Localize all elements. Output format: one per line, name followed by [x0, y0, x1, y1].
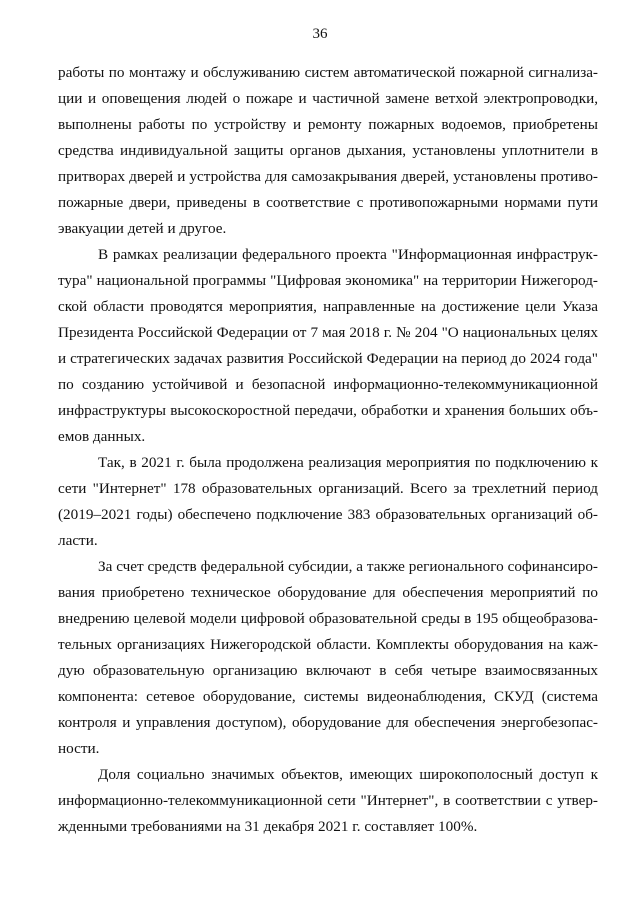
paragraph [58, 60, 598, 242]
text-line: ласти. [58, 532, 98, 549]
text-line: Президента Российской Федерации от 7 мая 2018 г. № 204 "О национальных целях [58, 324, 598, 341]
text-line: дую образовательную организацию включают в себя четыре взаимосвязанных [58, 662, 598, 679]
text-line: тура" национальной программы "Цифровая экономика" на территории Нижегород- [58, 272, 598, 289]
text-line: сети "Интернет" 178 образовательных организаций. Всего за трехлетний период [58, 480, 598, 497]
text-line: выполнены работы по устройству и ремонту пожарных водоемов, приобретены [58, 116, 598, 133]
text-line: компонента: сетевое оборудование, системы видеонаблюдения, СКУД (система [58, 688, 598, 705]
paragraph [58, 242, 598, 450]
paragraph [58, 554, 598, 762]
text-line: емов данных. [58, 428, 146, 445]
text-line: ции и оповещения людей о пожаре и частичной замене ветхой электропроводки, [58, 90, 598, 107]
text-line: За счет средств федеральной субсидии, а также регионального софинансиро- [98, 558, 598, 575]
text-line: ности. [58, 740, 100, 757]
text-line: вания приобретено техническое оборудование для обеспечения мероприятий по [58, 584, 598, 601]
text-line: жденными требованиями на 31 декабря 2021 г. составляет 100%. [58, 818, 478, 835]
text-line: эвакуации детей и другое. [58, 220, 227, 237]
text-line: инфраструктуры высокоскоростной передачи, обработки и хранения больших объ- [58, 402, 598, 419]
paragraph [58, 762, 598, 840]
paragraph [58, 450, 598, 554]
text-line: пожарные двери, приведены в соответствие с противопожарными нормами пути [58, 194, 598, 211]
text-line: средства индивидуальной защиты органов дыхания, установлены уплотнители в [58, 142, 598, 159]
text-line: Доля социально значимых объектов, имеющих широкополосный доступ к [98, 766, 598, 783]
text-line: внедрению целевой модели цифровой образовательной среды в 195 общеобразова- [58, 610, 598, 627]
text-line: ской области проводятся мероприятия, направленные на достижение цели Указа [58, 298, 598, 315]
text-line: информационно-телекоммуникационной сети "Интернет", в соответствии с утвер- [58, 792, 598, 809]
text-line: по созданию устойчивой и безопасной информационно-телекоммуникационной [58, 376, 598, 393]
page-number: 36 [312, 26, 328, 42]
text-line: (2019–2021 годы) обеспечено подключение 383 образовательных организаций об- [58, 506, 598, 523]
text-line: и стратегических задачах развития Российской Федерации на период до 2024 года" [58, 350, 598, 367]
text-line: тельных организациях Нижегородской области. Комплекты оборудования на каж- [58, 636, 598, 653]
text-line: контроля и управления доступом), оборудование для обеспечения энергобезопас- [58, 714, 598, 731]
text-line: Так, в 2021 г. была продолжена реализация мероприятия по подключению к [98, 454, 598, 471]
text-line: В рамках реализации федерального проекта "Информационная инфраструк- [98, 246, 598, 263]
text-line: работы по монтажу и обслуживанию систем автоматической пожарной сигнализа- [58, 64, 598, 81]
text-line: притворах дверей и устройства для самозакрывания дверей, установлены противо- [58, 168, 598, 185]
document-body [58, 60, 598, 840]
